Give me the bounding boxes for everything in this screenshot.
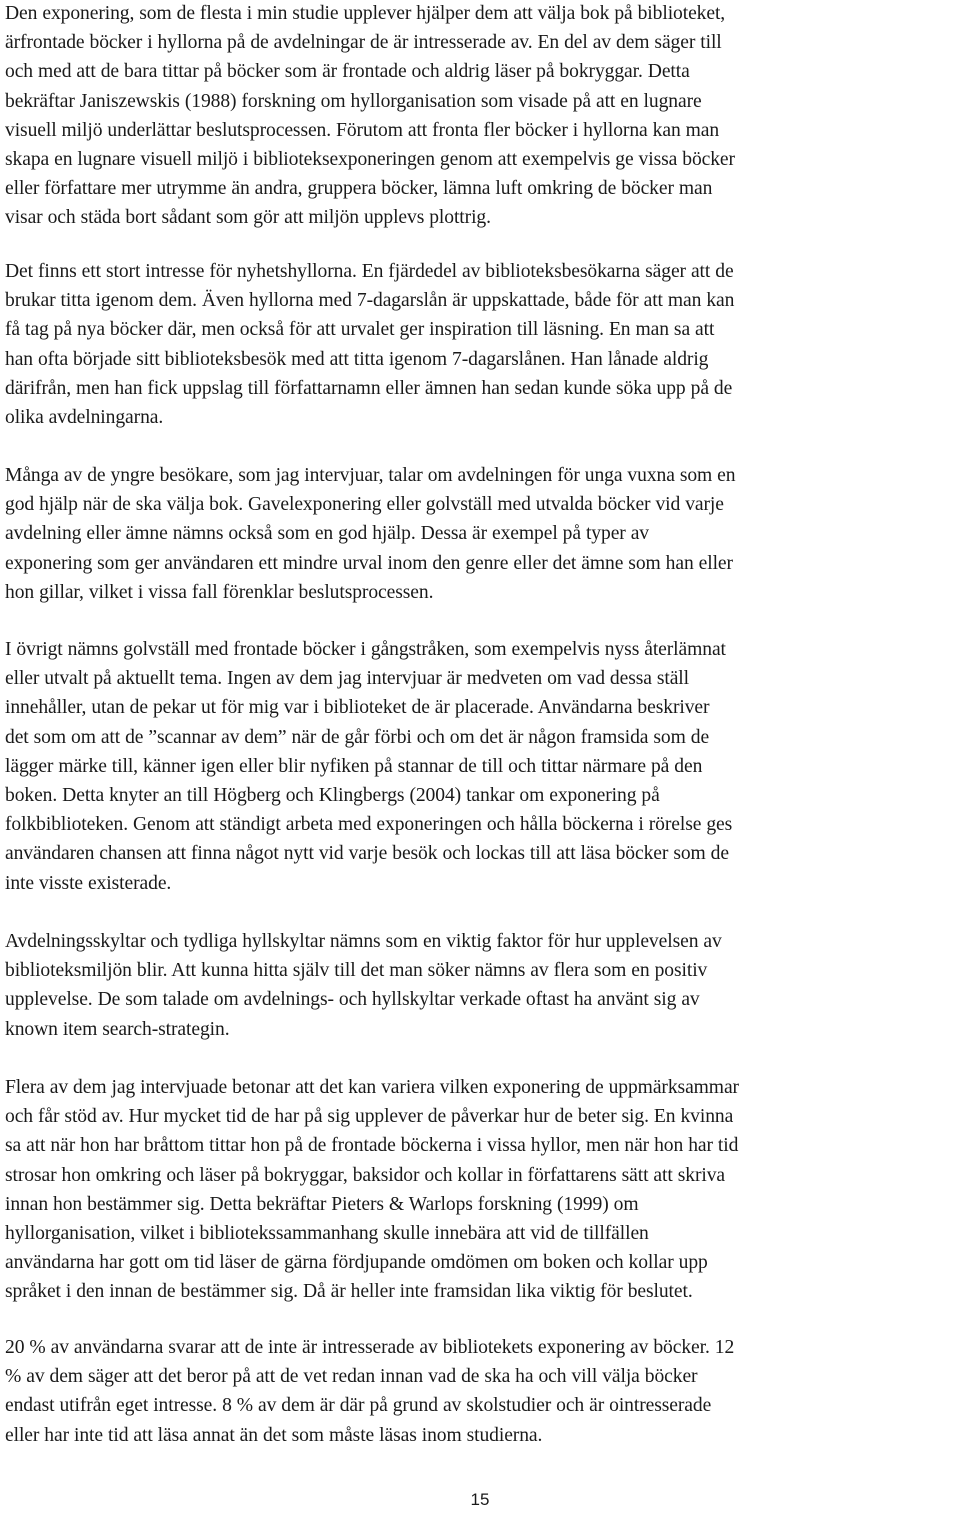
paragraph-ointresserade-anvandare: 20 % av användarna svarar att de inte är intresserade av bibliotekets exponering av böcker. 12 % av dem säger att det beror på att de vet redan innan vad de ska ha och vill välja böcker endast utifrån eget intresse. 8 % av dem är där på grund av skolstudier och är ointresserade eller har inte tid att läsa annat än det som måste läsas inom studierna. (5, 1337, 735, 1446)
paragraph-skyltar: Avdelningsskyltar och tydliga hyllskyltar nämns som en viktig faktor för hur upplevelsen av biblioteksmiljön blir. Att kunna hitta själv till det man söker nämns av flera som en positiv upplevelse. De som talade om avdelnings- och hyllskyltar verkade oftast ha använt sig av known item search-strategin. (5, 931, 722, 1040)
page-number: 15 (470, 1490, 490, 1509)
paragraph-tid-och-exponering: Flera av dem jag intervjuade betonar att det kan variera vilken exponering de uppmärksammar och får stöd av. Hur mycket tid de har på sig upplever de påverkar hur de beter sig. En kvinna sa att när hon har bråttom tittar hon på de frontade böckerna i vissa hyllor, men när hon har tid strosar hon omkring och läser på bokryggar, baksidor och kollar in författarens sätt att skriva innan hon bestämmer sig. Detta bekräftar Pieters & Warlops forskning (1999) om hyllorganisation, vilket i bibliotekssammanhang skulle innebära att vid de tillfällen användarna har gott om tid läser de gärna fördjupande omdömen om boken och kollar upp språket i den innan de bestämmer sig. Då är heller inte framsidan lika viktig för beslutet. (5, 1077, 739, 1303)
paragraph-exponering-frontade-bocker: Den exponering, som de flesta i min studie upplever hjälper dem att välja bok på biblioteket, ärfrontade böcker i hyllorna på de avdelningar de är intresserade av. En del av dem säger till och med att de bara tittar på böcker som är frontade och aldrig läser på bokryggar. Detta bekräftar Janiszewskis (1988) forskning om hyllorganisation som visade på att en lugnare visuell miljö underlättar beslutsprocessen. Förutom att fronta fler böcker i hyllorna kan man skapa en lugnare visuell miljö i biblioteksexponeringen genom att exempelvis ge vissa böcker eller författare mer utrymme än andra, gruppera böcker, lämna luft omkring de böcker man visar och städa bort sådant som gör att miljön upplevs plottrig. (5, 3, 735, 229)
paragraph-unga-vuxna: Många av de yngre besökare, som jag intervjuar, talar om avdelningen för unga vuxna som en god hjälp när de ska välja bok. Gavelexponering eller golvställ med utvalda böcker vid varje avdelning eller ämne nämns också som en god hjälp. Dessa är exempel på typer av exponering som ger användaren ett mindre urval inom den genre eller det ämne som han eller hon gillar, vilket i vissa fall förenklar beslutsprocessen. (5, 465, 736, 603)
paragraph-nyhetshyllorna: Det finns ett stort intresse för nyhetshyllorna. En fjärdedel av biblioteksbesökarna säger att de brukar titta igenom dem. Även hyllorna med 7-dagarslån är uppskattade, både för att man kan få tag på nya böcker där, men också för att urvalet ger inspiration till läsning. En man sa att han ofta började sitt biblioteksbesök med att titta igenom 7-dagarslånen. Han lånade aldrig därifrån, men han fick uppslag till författarnamn eller ämnen han sedan kunde söka upp på de olika avdelningarna. (5, 261, 735, 429)
paragraph-golvstall: I övrigt nämns golvställ med frontade böcker i gångstråken, som exempelvis nyss återlämnat eller utvalt på aktuellt tema. Ingen av dem jag intervjuar är medveten om vad dessa ställ innehåller, utan de pekar ut för mig var i biblioteket de är placerade. Användarna beskriver det som om att de ”scannar av dem” när de går förbi och om det är någon framsida som de lägger märke till, känner igen eller blir nyfiken på stannar de till och tittar närmare på den boken. Detta knyter an till Högberg och Klingbergs (2004) tankar om exponering på folkbiblioteken. Genom att ständigt arbeta med exponeringen och hålla böckerna i rörelse ges användaren chansen att finna något nytt vid varje besök och lockas till att läsa böcker som de inte visste existerade. (5, 639, 733, 894)
